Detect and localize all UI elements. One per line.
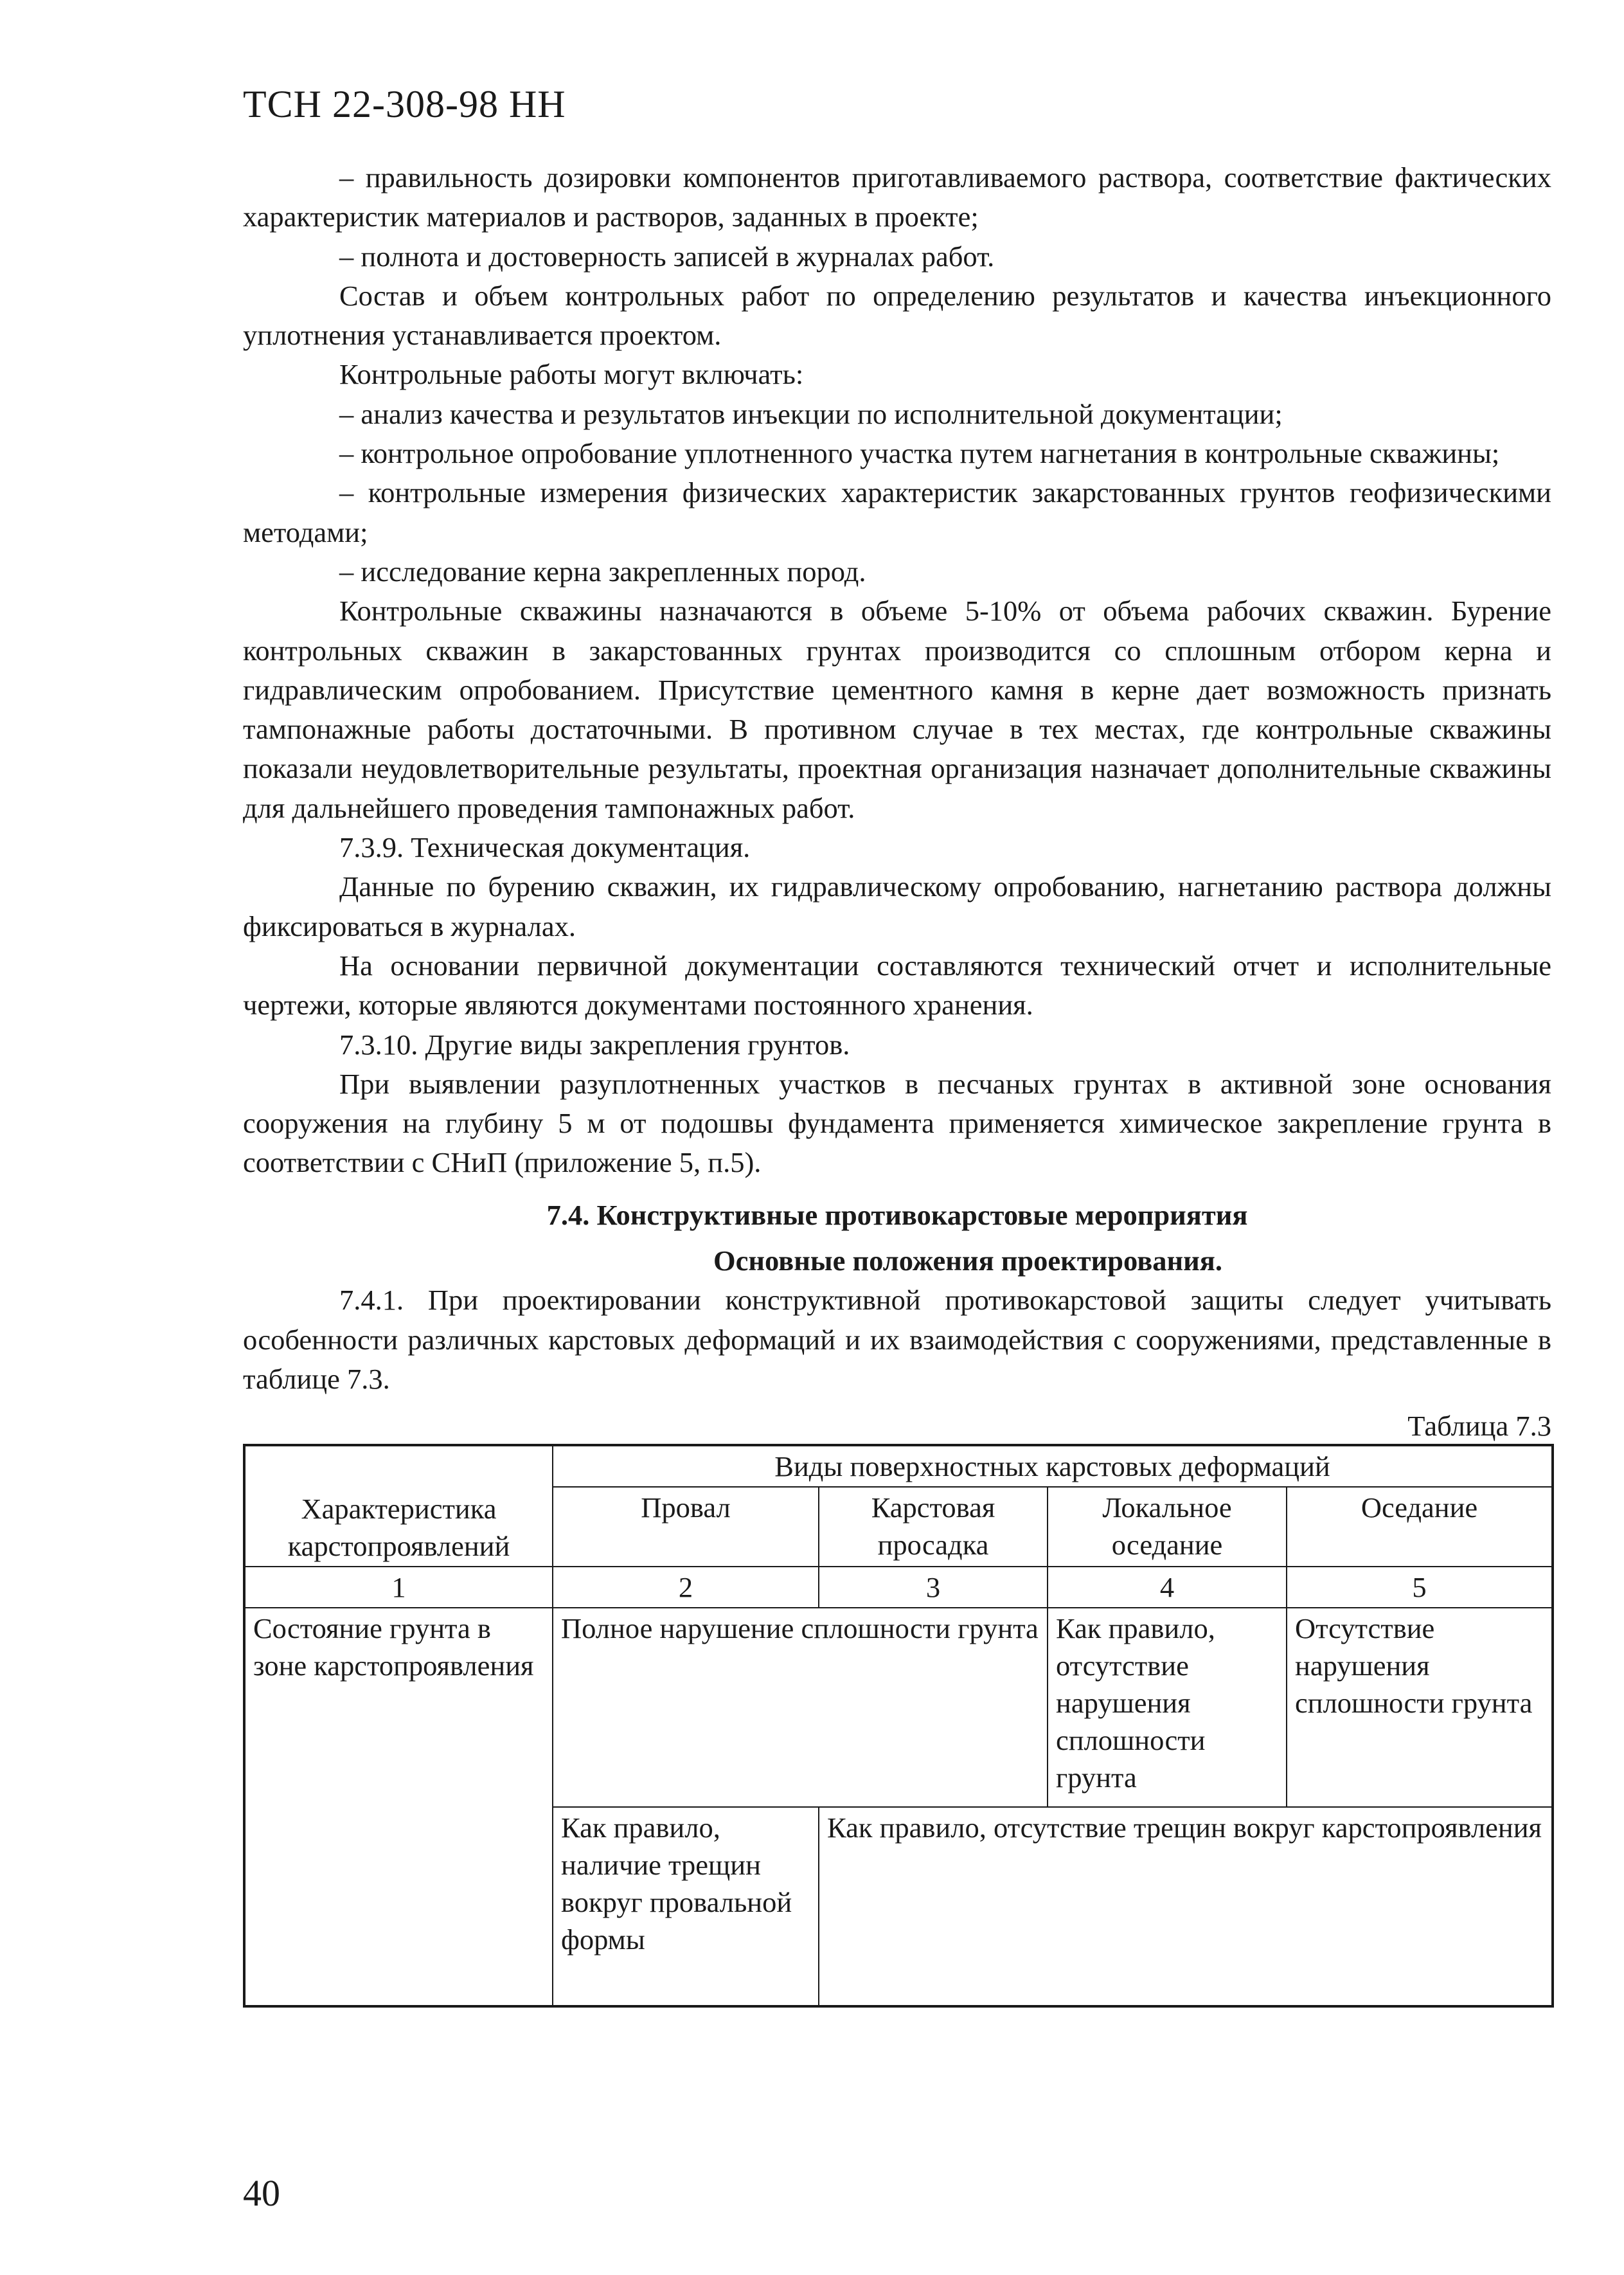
column-number-cell: 3: [819, 1567, 1048, 1608]
group-header-cell: Виды поверхностных карстовых деформаций: [553, 1445, 1553, 1487]
paragraph: Состав и объем контрольных работ по определению результатов и качества инъекционного уплотнения устанавливается проектом.: [243, 279, 1551, 352]
column-header-cell: Карстовая просадка: [819, 1487, 1048, 1567]
table-cell: Как правило, отсутствие нарушения сплошности грунта: [1048, 1608, 1287, 1807]
document-code-header: ТСН 22-308-98 НН: [243, 83, 566, 125]
paragraph: 7.3.9. Техническая документация.: [339, 831, 751, 864]
page-number: 40: [243, 2172, 280, 2214]
paragraph: 7.3.10. Другие виды закрепления грунтов.: [339, 1028, 850, 1061]
paragraph: На основании первичной документации составляются технический отчет и исполнительные чертежи, которые являются документами постоянного хранения.: [243, 949, 1551, 1021]
table-cell: Как правило, наличие трещин вокруг провальной формы: [553, 1807, 819, 2006]
paragraph: – полнота и достоверность записей в журналах работ.: [339, 240, 995, 273]
column-header-cell: Провал: [553, 1487, 819, 1567]
paragraph: Контрольные скважины назначаются в объеме 5-10% от объема рабочих скважин. Бурение контрольных скважин в закарстованных грунтах производится со сплошным отбором керна и гидравлическим опробованием. Присутствие цементного камня в керне дает возможность признать тампонажные работы достаточными. В противном случае в тех местах, где контрольные скважины показали неудовлетворительные результаты, проектная организация назначает дополнительные скважины для дальнейшего проведения тампонажных работ.: [243, 595, 1551, 824]
column-number-cell: 4: [1048, 1567, 1287, 1608]
section-subtitle: Основные положения проектирования.: [713, 1245, 1222, 1277]
paragraph: – исследование керна закрепленных пород.: [339, 555, 866, 588]
column-number-cell: 1: [244, 1567, 553, 1608]
row-header-cell: Характеристика карстопроявлений: [244, 1445, 553, 1567]
column-header-cell: Оседание: [1287, 1487, 1553, 1567]
paragraph: При выявлении разуплотненных участков в песчаных грунтах в активной зоне основания сооружения на глубину 5 м от подошвы фундамента применяется химическое закрепление грунта в соответствии с СНиП (приложение 5, п.5).: [243, 1067, 1551, 1179]
paragraph: – правильность дозировки компонентов приготавливаемого раствора, соответствие фактических характеристик материалов и растворов, заданных в проекте;: [243, 161, 1551, 233]
column-header-cell: Локальное оседание: [1048, 1487, 1287, 1567]
column-number-cell: 5: [1287, 1567, 1553, 1608]
section-title: 7.4. Конструктивные противокарстовые мероприятия: [546, 1198, 1248, 1231]
table-cell: Отсутствие нарушения сплошности грунта: [1287, 1608, 1553, 1807]
paragraph: – контрольные измерения физических характеристик закарстованных грунтов геофизическими методами;: [243, 476, 1551, 548]
table-cell: Полное нарушение сплошности грунта: [553, 1608, 1048, 1807]
table-cell: Как правило, отсутствие трещин вокруг карстопроявления: [819, 1807, 1553, 2006]
paragraph: Контрольные работы могут включать:: [339, 358, 804, 391]
paragraph: 7.4.1. При проектировании конструктивной противокарстовой защиты следует учитывать особенности различных карстовых деформаций и их взаимодействия с сооружениями, представленные в таблице 7.3.: [243, 1284, 1551, 1395]
document-body: [243, 158, 1551, 2008]
paragraph: – анализ качества и результатов инъекции по исполнительной документации;: [339, 397, 1283, 430]
table-cell: Состояние грунта в зоне карстопроявления: [244, 1608, 553, 2006]
paragraph: – контрольное опробование уплотненного участка путем нагнетания в контрольные скважины;: [339, 437, 1500, 470]
paragraph: Данные по бурению скважин, их гидравлическому опробованию, нагнетанию раствора должны фиксироваться в журналах.: [243, 870, 1551, 942]
karst-deformation-table: [243, 1444, 1554, 2008]
table-caption: Таблица 7.3: [1407, 1410, 1551, 1443]
column-number-cell: 2: [553, 1567, 819, 1608]
